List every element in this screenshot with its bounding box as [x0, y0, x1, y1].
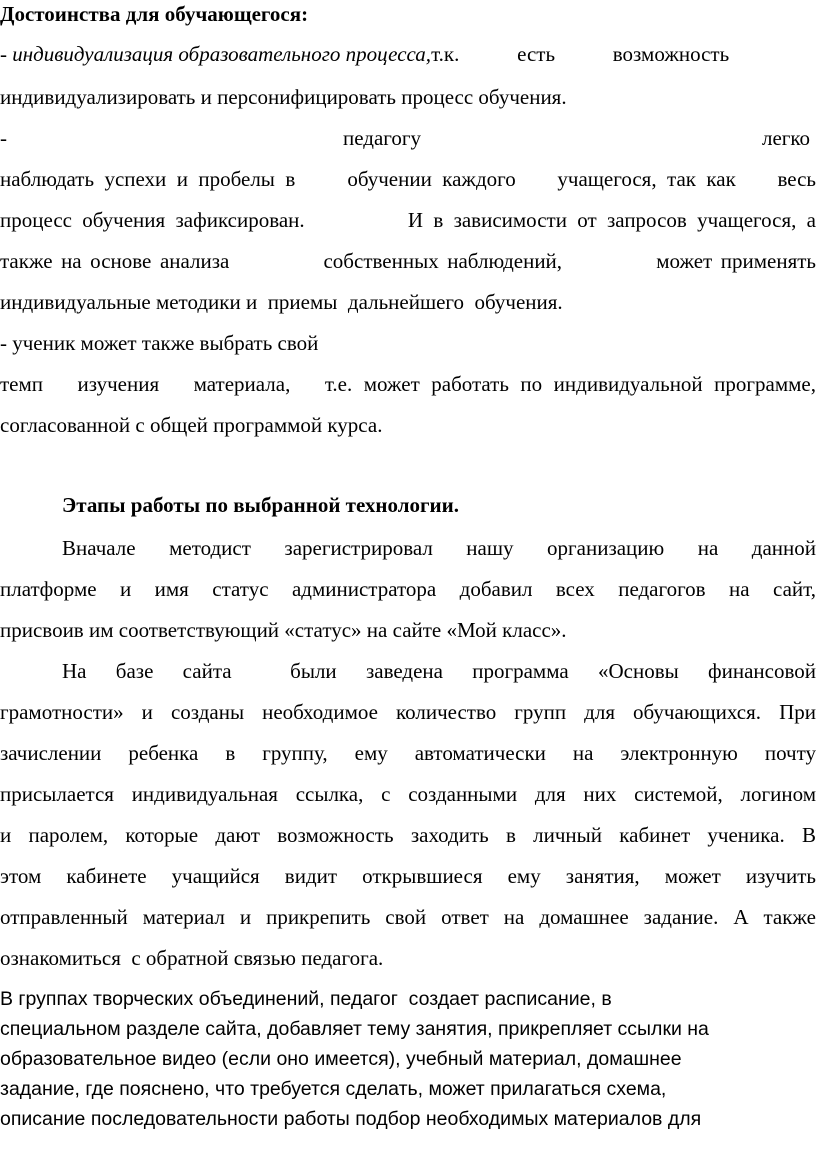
paragraph-site-line-7: отправленный материал и прикрепить свой ответ на домашнее задание. А также [0, 905, 816, 929]
paragraph-site-line-2: грамотности» и созданы необходимое количество групп для обучающихся. При [0, 700, 816, 724]
paragraph-site-line-3: зачислении ребенка в группу, ему автоматически на электронную почту [0, 741, 816, 765]
paragraph-site-line-6: этом кабинете учащийся видит открывшиеся ему занятия, может изучить [0, 864, 816, 888]
paragraph-student-line-1: - ученик может также выбрать свой [0, 331, 319, 355]
teacher-word: педагогу [343, 126, 421, 150]
paragraph-student-line-3: согласованной с общей программой курса. [0, 413, 383, 437]
section-heading-advantages: Достоинства для обучающегося: [0, 2, 309, 26]
paragraph-groups-line-5: описание последовательности работы подбор необходимых материалов для [0, 1108, 702, 1130]
paragraph-methodist-line-3: присвоив им соответствующий «статус» на сайте «Мой класс». [0, 618, 567, 642]
easily-word: легко [762, 126, 811, 150]
paragraph-site-line-5: и паролем, которые дают возможность заходить в личный кабинет ученика. В [0, 823, 816, 847]
individualization-tail: т.к. есть возможность [431, 42, 730, 66]
paragraph-groups-line-4: задание, где пояснено, что требуется сделать, может прилагаться схема, [0, 1078, 667, 1100]
paragraph-teacher-line-2: наблюдать успехи и пробелы в обучении каждого учащегося, так как весь [0, 167, 816, 191]
paragraph-individualization-line-2: индивидуализировать и персонифицировать процесс обучения. [0, 85, 567, 109]
paragraph-groups-line-2: специальном разделе сайта, добавляет тему занятия, прикрепляет ссылки на [0, 1018, 709, 1040]
paragraph-groups-line-3: образовательное видео (если оно имеется), учебный материал, домашнее [0, 1048, 682, 1070]
paragraph-methodist-line-1: Вначале методист зарегистрировал нашу организацию на данной [62, 536, 816, 560]
paragraph-site-line-1: На базе сайта были заведена программа «Основы финансовой [62, 659, 816, 683]
paragraph-student-line-2: темп изучения материала, т.е. может работать по индивидуальной программе, [0, 372, 816, 396]
paragraph-teacher-line-4: также на основе анализа собственных наблюдений, может применять [0, 249, 816, 273]
section-heading-stages: Этапы работы по выбранной технологии. [62, 493, 459, 517]
paragraph-teacher-line-3: процесс обучения зафиксирован. И в зависимости от запросов учащегося, а [0, 208, 816, 232]
individualization-term: индивидуализация образовательного процесса, [12, 42, 432, 66]
paragraph-site-line-4: присылается индивидуальная ссылка, с созданными для них системой, логином [0, 782, 816, 806]
paragraph-individualization-line-1 [0, 44, 816, 65]
paragraph-site-line-8: ознакомиться с обратной связью педагога. [0, 946, 384, 970]
paragraph-methodist-line-2: платформе и имя статус администратора добавил всех педагогов на сайт, [0, 577, 816, 601]
dash: - [0, 42, 13, 66]
paragraph-teacher-line-5: индивидуальные методики и приемы дальнейшего обучения. [0, 290, 563, 314]
paragraph-groups-line-1: В группах творческих объединений, педагог создает расписание, в [0, 988, 612, 1010]
dash: - [0, 126, 7, 150]
